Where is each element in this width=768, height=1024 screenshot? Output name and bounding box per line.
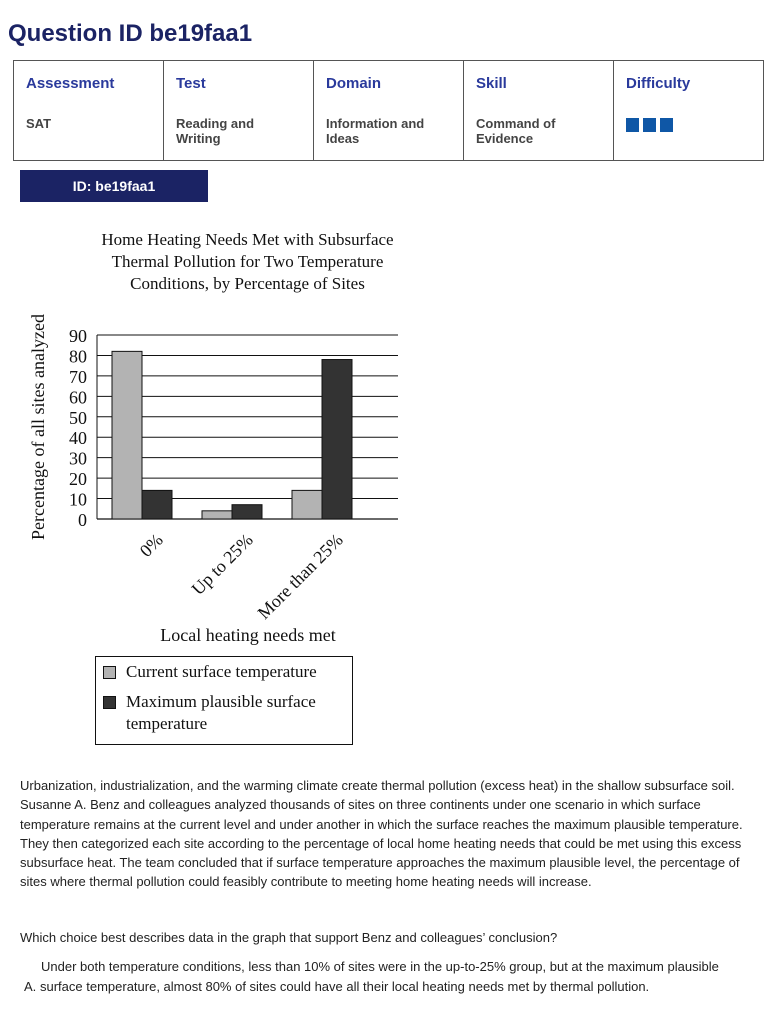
passage-text: Urbanization, industrialization, and the warming climate create thermal pollution (excess heat) in the shallow subsurface soil. Susanne A. Benz and colleagues analyzed thousands of sites on three continents under one scenario in which surface temperature remains at the current level and under another in which the surface reaches the maximum plausible temperature. They then categorized each site according to the percentage of local home heating needs that could be met using this excess subsurface heat. The team concluded that if surface temperature approaches the maximum plausible level, the percentage of sites where thermal pollution could feasibly contribute to meeting home heating needs will increase. [20, 778, 743, 890]
y-tick-label: 90 [69, 326, 87, 346]
y-tick-label: 70 [69, 366, 87, 387]
bar [232, 505, 262, 519]
page-title: Question ID be19faa1 [8, 20, 253, 47]
y-tick-label: 30 [69, 448, 87, 469]
legend-swatch-current [103, 666, 116, 679]
x-tick-label: Up to 25% [187, 529, 257, 599]
bar [202, 511, 232, 519]
meta-value-skill: Command of Evidence [476, 116, 556, 146]
meta-header-difficulty: Difficulty [626, 75, 691, 92]
choice-text: Under both temperature conditions, less than 10% of sites were in the up-to-25% group, but at the maximum plausible surface temperature, almost 80% of sites could have all their local heating needs met by thermal pollution. [40, 959, 719, 994]
meta-header-assessment: Assessment [26, 75, 115, 92]
meta-value-domain: Information and Ideas [326, 116, 425, 146]
x-axis-label: Local heating needs met [160, 625, 336, 645]
y-tick-label: 0 [78, 510, 87, 530]
difficulty-block [626, 118, 639, 132]
chart-legend [95, 656, 353, 745]
x-tick-label: 0% [135, 529, 167, 561]
meta-header-skill: Skill [476, 75, 507, 92]
question-prompt: Which choice best describes data in the graph that support Benz and colleagues’ conclusion? [20, 930, 558, 945]
y-tick-label: 80 [69, 346, 87, 367]
difficulty-block [660, 118, 673, 132]
question-meta-table [13, 60, 764, 161]
legend-label: Current surface temperature [126, 662, 317, 681]
difficulty-block [643, 118, 656, 132]
chart-title-line: Home Heating Needs Met with Subsurface [101, 230, 394, 249]
meta-cell-assessment [14, 61, 164, 161]
meta-header-test: Test [176, 75, 206, 92]
meta-header-domain: Domain [326, 75, 382, 92]
meta-cell-skill [464, 61, 614, 161]
bar-chart [0, 300, 420, 650]
meta-value-test: Reading and Writing [176, 116, 255, 146]
question-id-badge: ID: be19faa1 [20, 170, 208, 202]
y-tick-label: 20 [69, 469, 87, 490]
chart-title-line: Thermal Pollution for Two Temperature [111, 252, 384, 271]
legend-label: Maximum plausible surface temperature [126, 692, 316, 733]
x-tick-label: More than 25% [253, 529, 347, 624]
difficulty-indicator [626, 118, 751, 132]
y-axis-label: Percentage of all sites analyzed [28, 314, 48, 540]
legend-swatch-maximum [103, 696, 116, 709]
answer-choice-a[interactable] [20, 957, 750, 997]
bar [322, 360, 352, 519]
y-tick-label: 60 [69, 387, 87, 408]
meta-cell-domain [314, 61, 464, 161]
meta-cell-test [164, 61, 314, 161]
y-tick-label: 40 [69, 428, 87, 449]
choice-letter: A. [24, 979, 37, 994]
bar [112, 351, 142, 519]
legend-item [103, 661, 351, 683]
chart-title-line: Conditions, by Percentage of Sites [130, 274, 365, 293]
bar [142, 490, 172, 519]
chart-title [60, 229, 435, 295]
legend-item [103, 691, 351, 735]
meta-cell-difficulty [614, 61, 764, 161]
bar [292, 490, 322, 519]
y-tick-label: 10 [69, 489, 87, 510]
meta-value-assessment: SAT [26, 116, 52, 131]
y-tick-label: 50 [69, 407, 87, 428]
